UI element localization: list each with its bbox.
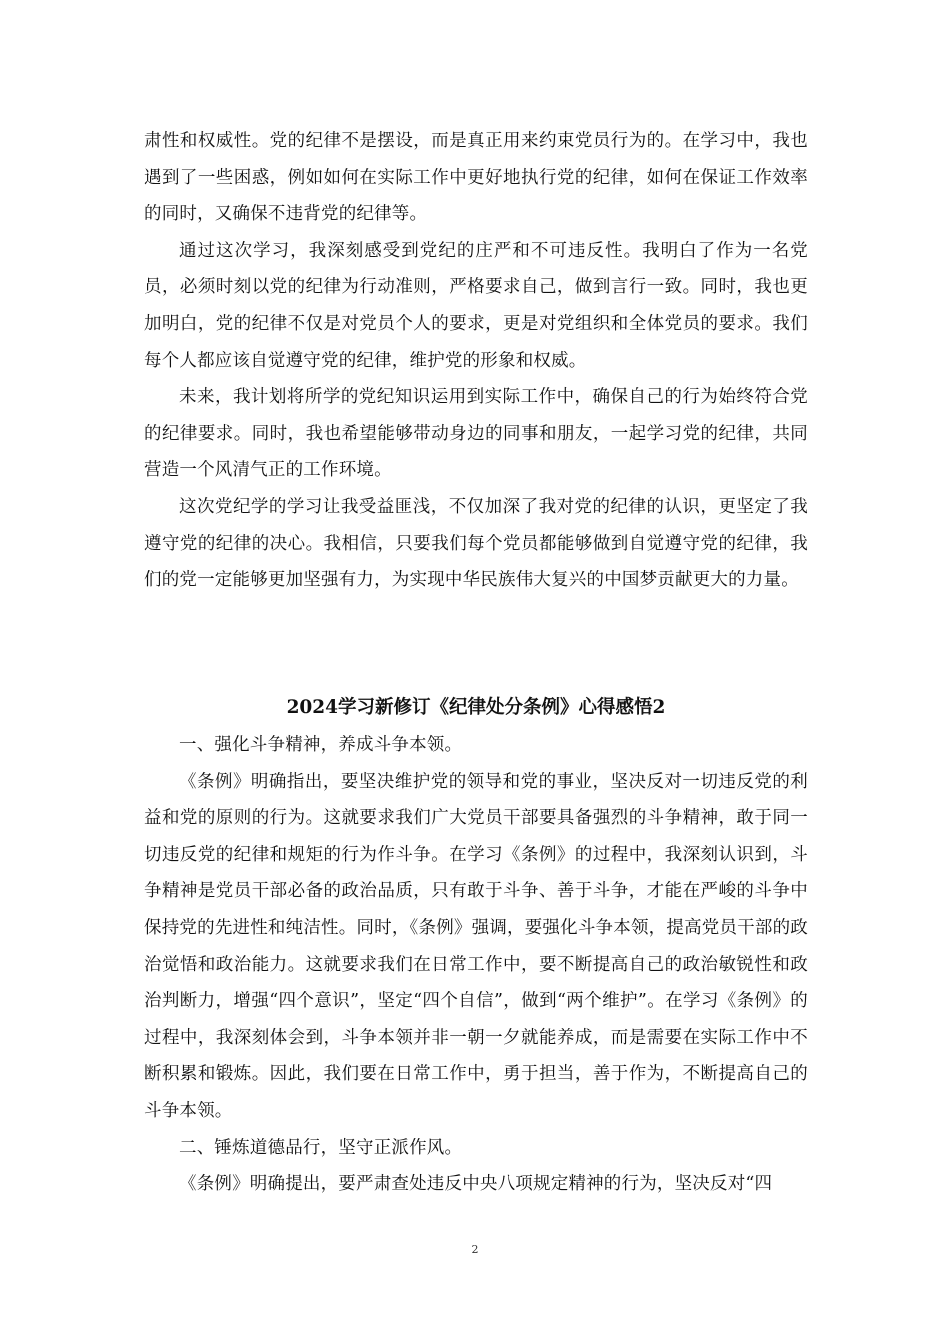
section-title: 2024学习新修订《纪律处分条例》心得感悟2	[286, 697, 666, 718]
paragraph: 未来，我计划将所学的党纪知识运用到实际工作中，确保自己的行为始终符合党的纪律要求。同时，我也希望能够带动身边的同事和朋友，一起学习党的纪律，共同营造一个风清气正的工作环境。	[144, 387, 808, 481]
subheading: 二、锤炼道德品行，坚守正派作风。	[179, 1137, 463, 1158]
page-number: 2	[471, 1243, 479, 1256]
paragraph: 《条例》明确提出，要严肃查处违反中央八项规定精神的行为，坚决反对“四	[179, 1174, 773, 1195]
body-text-top	[144, 123, 808, 599]
body-text-bottom	[144, 727, 808, 1203]
subheading: 一、强化斗争精神，养成斗争本领。	[179, 735, 463, 755]
paragraph-continuation: 肃性和权威性。党的纪律不是摆设，而是真正用来约束党员行为的。在学习中，我也遇到了一些困惑，例如如何在实际工作中更好地执行党的纪律，如何在保证工作效率的同时，又确保不违背党的纪律等。	[144, 131, 808, 225]
paragraph: 《条例》明确指出，要坚决维护党的领导和党的事业，坚决反对一切违反党的利益和党的原则的行为。这就要求我们广大党员干部要具备强烈的斗争精神，敢于同一切违反党的纪律和规矩的行为作斗争。在学习《条例》的过程中，我深刻认识到，斗争精神是党员干部必备的政治品质，只有敢于斗争、善于斗争，才能在严峻的斗争中保持党的先进性和纯洁性。同时，《条例》强调，要强化斗争本领，提高党员干部的政治觉悟和政治能力。这就要求我们在日常工作中，要不断提高自己的政治敏锐性和政治判断力，增强“四个意识”，坚定“四个自信”，做到“两个维护”。在学习《条例》的过程中，我深刻体会到，斗争本领并非一朝一夕就能养成，而是需要在实际工作中不断积累和锻炼。因此，我们要在日常工作中，勇于担当，善于作为，不断提高自己的斗争本领。	[144, 771, 808, 1121]
paragraph: 通过这次学习，我深刻感受到党纪的庄严和不可违反性。我明白了作为一名党员，必须时刻以党的纪律为行动准则，严格要求自己，做到言行一致。同时，我也更加明白，党的纪律不仅是对党员个人的要求，更是对党组织和全体党员的要求。我们每个人都应该自觉遵守党的纪律，维护党的形象和权威。	[144, 240, 808, 371]
paragraph: 这次党纪学的学习让我受益匪浅，不仅加深了我对党的纪律的认识，更坚定了我遵守党的纪律的决心。我相信，只要我们每个党员都能够做到自觉遵守党的纪律，我们的党一定能够更加坚强有力，为实现中华民族伟大复兴的中国梦贡献更大的力量。	[144, 496, 808, 591]
